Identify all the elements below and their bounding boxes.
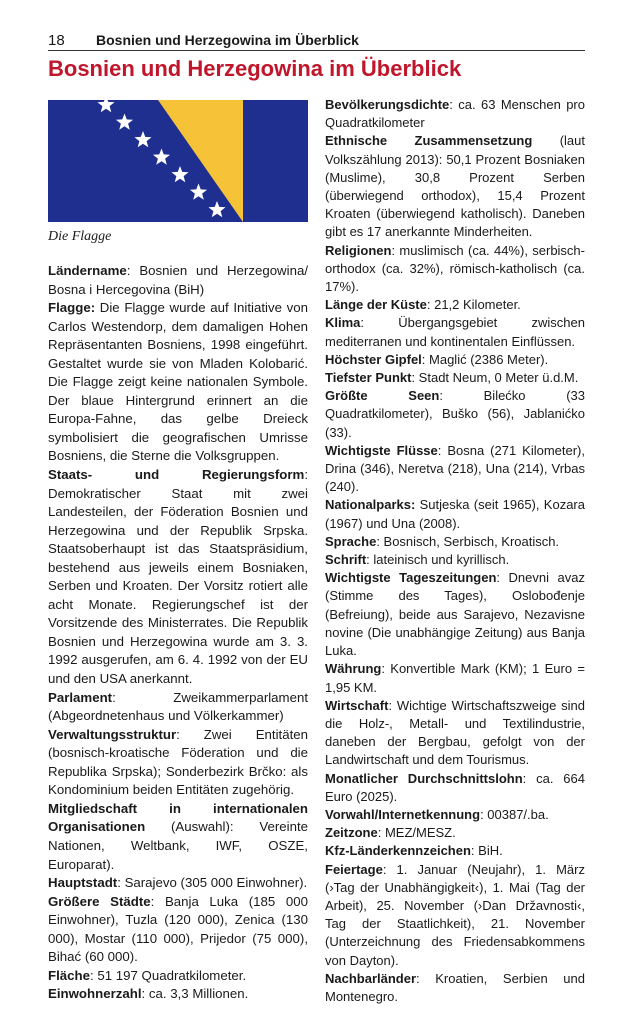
fact-entry <box>325 770 585 806</box>
fact-term: Höchster Gipfel <box>325 351 422 367</box>
fact-entry <box>325 697 585 770</box>
fact-text: : Sarajevo (305 000 Einwohner). <box>117 875 308 891</box>
fact-entry <box>325 569 585 660</box>
fact-term: Bevölkerungsdichte <box>325 97 450 112</box>
fact-text: : Maglić (2386 Meter). <box>421 351 549 367</box>
fact-term: Kfz-Länderkennzeichen <box>325 843 471 859</box>
fact-entry <box>48 689 308 726</box>
fact-entry <box>325 351 585 369</box>
running-header <box>48 30 585 51</box>
fact-text: : 51 197 Quadratkilometer. <box>89 967 247 983</box>
fact-text: : Bosnisch, Serbisch, Kroatisch. <box>376 533 560 549</box>
page-title: Bosnien und Herzegowina im Überblick <box>48 56 462 81</box>
fact-term: Monatlicher Durchschnittslohn <box>325 770 523 786</box>
fact-text: : Zweikammerparlament (Abgeordnetenhaus und Völkerkammer) <box>48 689 308 724</box>
fact-text: : Konvertible Mark (KM); 1 Euro = 1,95 KM. <box>325 661 585 695</box>
fact-text: : Banja Luka (185 000 Einwohner), Tuzla (120 000), Zenica (130 000), Mostar (110 000), Prijedor (75 000), Bihać (60 000). <box>48 893 308 965</box>
fact-term: Verwaltungsstruktur <box>48 726 177 742</box>
flag-graphic <box>48 100 308 222</box>
fact-text: : ca. 664 Euro (2025). <box>325 770 585 804</box>
fact-term: Länge der Küste <box>325 297 427 313</box>
fact-term: Vorwahl/Internetkennung <box>325 806 481 822</box>
fact-term: Fläche <box>48 967 90 983</box>
fact-term: Zeitzone <box>325 825 378 841</box>
fact-entry <box>48 726 308 800</box>
fact-text: : Stadt Neum, 0 Meter ü.d.M. <box>411 370 579 386</box>
left-column <box>48 262 308 1004</box>
fact-entry <box>325 551 585 569</box>
fact-text: : muslimisch (ca. 44%), serbisch-orthodox (ca. 32%), römisch-katholisch (ca. 17%). <box>325 242 585 295</box>
fact-entry <box>48 299 308 466</box>
fact-term: Religionen <box>325 242 392 258</box>
fact-term: Wirtschaft <box>325 697 389 713</box>
fact-term: Größere Städte <box>48 893 151 909</box>
fact-entry <box>325 314 585 350</box>
fact-entry <box>325 96 585 132</box>
fact-term: Währung <box>325 661 382 677</box>
fact-text: : Demokratischer Staat mit zwei Landesteilen, der Föderation Bosnien und Herzegowina und der Republik Srpska. Staatsoberhaupt ist das Staatspräsidium, bestehend aus jeweils einem Bosniaken, Serben und Kroaten. Der Vorsitz rotiert alle acht Monate. Regierungschef ist der Vorsitzende des Ministerrates. Die Republik Bosnien und Herzegowina wurde am 3. 3. 1992 ausgerufen, am 6. 4. 1992 von der EU und den USA anerkannt. <box>48 467 308 687</box>
fact-entry <box>48 874 308 893</box>
running-title: Bosnien und Herzegowina im Überblick <box>96 32 359 48</box>
page-number: 18 <box>48 32 65 49</box>
fact-term: Nachbarländer <box>325 970 417 986</box>
fact-text: : Kroatien, Serbien und Montenegro. <box>325 970 585 1004</box>
fact-entry <box>325 296 585 314</box>
fact-entry <box>325 132 585 241</box>
fact-text: : ca. 3,3 Millionen. <box>141 986 249 1002</box>
fact-term: Nationalparks: <box>325 497 416 513</box>
fact-entry <box>325 533 585 551</box>
fact-entry <box>325 387 585 442</box>
fact-text: : Bilećko (33 Quadratkilometer), Buško (56), Jablanićko (33). <box>325 388 585 440</box>
fact-text: : ca. 63 Menschen pro Quadratkilometer <box>325 97 585 131</box>
fact-term: Tiefster Punkt <box>325 370 412 386</box>
fact-entry <box>325 660 585 696</box>
fact-text: : Bosna (271 Kilometer), Drina (346), Neretva (218), Una (214), Vrbas (240). <box>325 442 585 495</box>
fact-text: Sutjeska (seit 1965), Kozara (1967) und Una (2008). <box>325 497 585 531</box>
fact-term: Feiertage <box>325 861 383 877</box>
fact-entry <box>325 824 585 842</box>
fact-text: : Dnevni avaz (Stimme des Tages), Oslobođenje (Befreiung), beide aus Sarajevo, Nezavisne novine (Die unabhängige Zeitung) aus Banja Luka. <box>325 570 585 659</box>
fact-term: Wichtigste Tageszeitungen <box>325 570 497 586</box>
fact-text: : Übergangsgebiet zwischen mediterranen und kontinentalen Einflüssen. <box>325 315 585 349</box>
fact-term: Staats- und Regierungsform <box>48 467 305 483</box>
fact-text: : BiH. <box>470 843 503 859</box>
fact-term: Parlament <box>48 689 113 705</box>
fact-term: Hauptstadt <box>48 875 118 891</box>
fact-text: : 21,2 Kilometer. <box>426 297 521 313</box>
right-column <box>325 96 585 1006</box>
fact-entry <box>48 262 308 299</box>
fact-entry <box>325 806 585 824</box>
fact-term: Größte Seen <box>325 388 440 404</box>
fact-text: (laut Volkszählung 2013): 50,1 Prozent Bosniaken (Muslime), 30,8 Prozent Serben (überwiegend orthodox), 15,4 Prozent Kroaten (überwiegend katholisch). Daneben gibt es 17 anerkannte Minderheiten. <box>325 133 586 240</box>
fact-term: Wichtigste Flüsse <box>325 442 438 458</box>
fact-term: Ethnische Zusammensetzung <box>325 133 533 149</box>
fact-term: Mitgliedschaft in internationalen Organisationen <box>48 800 308 835</box>
fact-entry <box>325 970 585 1006</box>
fact-term: Sprache <box>325 533 377 549</box>
fact-entry <box>325 842 585 860</box>
fact-entry <box>48 985 308 1004</box>
fact-term: Schrift <box>325 552 367 568</box>
fact-entry <box>325 369 585 387</box>
fact-entry <box>48 466 308 689</box>
fact-entry <box>48 800 308 874</box>
fact-entry <box>325 242 585 297</box>
fact-text: : Wichtige Wirtschaftszweige sind die Holz-, Metall- und Textilindustrie, daneben der Bergbau, gefolgt von der Landwirtschaft und dem Tourismus. <box>325 697 585 768</box>
fact-entry <box>48 893 308 967</box>
fact-text: Die Flagge wurde auf Initiative von Carlos Westendorp, dem damaligen Hohen Repräsentanten Bosniens, 1998 eingeführt. Gestaltet wurde sie von Mladen Kolobarić. Die Flagge zeigt keine nationalen Symbole. Der blaue Hintergrund erinnert an die Europa-Fahne, das gelbe Dreieck symbolisiert die geografischen Umrisse Bosniens, die Sterne die Volksgruppen. <box>48 300 308 464</box>
fact-text: : Bosnien und Herzegowina/ Bosna i Hercegovina (BiH) <box>48 263 308 297</box>
flag-image <box>48 100 308 222</box>
fact-text: : lateinisch und kyrillisch. <box>366 552 510 568</box>
fact-text: : 1. Januar (Neujahr), 1. März (›Tag der Unabhängigkeit‹), 1. Mai (Tag der Arbeit), 25. November (›Dan Državnosti‹, Tag der Staatlichkeit), 21. November (Unterzeichnung des Friedensabkommens von Dayton). <box>325 861 585 968</box>
fact-term: Einwohnerzahl <box>48 986 142 1002</box>
fact-term: Klima <box>325 315 361 331</box>
fact-text: : Zwei Entitäten (bosnisch-kroatische Föderation und die Republika Srpska); Sonderbezirk Brčko: als Kondominium beiden Entitäten zugehörig. <box>48 726 308 798</box>
fact-term: Ländername <box>48 263 127 278</box>
flag-caption: Die Flagge <box>48 229 112 244</box>
fact-entry <box>325 861 585 970</box>
fact-text: : MEZ/MESZ. <box>377 825 456 841</box>
fact-text: (Auswahl): Vereinte Nationen, Weltbank, IWF, OSZE, Europarat). <box>48 819 308 872</box>
fact-text: : 00387/.ba. <box>480 806 549 822</box>
fact-entry <box>325 496 585 532</box>
fact-entry <box>325 442 585 497</box>
fact-term: Flagge: <box>48 300 96 316</box>
fact-entry <box>48 967 308 986</box>
